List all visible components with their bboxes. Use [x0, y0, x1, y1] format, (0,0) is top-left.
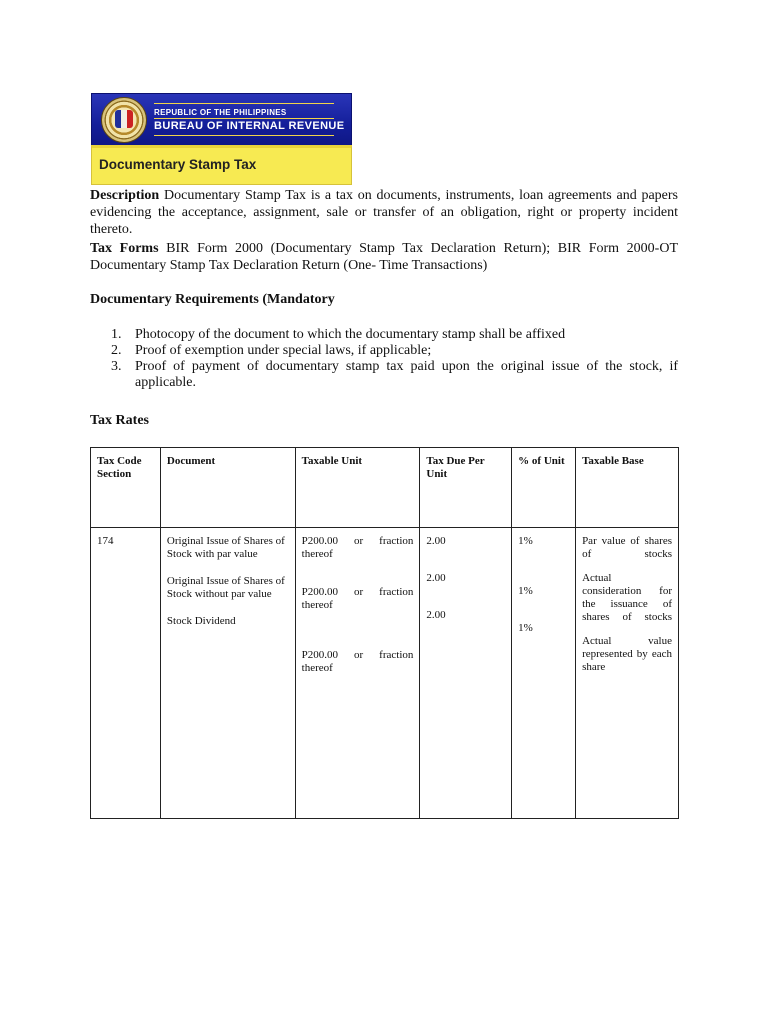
tax-due-entry: 2.00: [426, 609, 446, 621]
tax-rates-table: [90, 447, 679, 819]
list-item: 1. Photocopy of the document to which the documentary stamp shall be affixed: [111, 327, 566, 342]
document-entry: Original Issue of Shares of Stock without par value: [166, 575, 285, 600]
base-entry: Actual consideration for the issuance of shares of stocks: [582, 572, 672, 623]
tax-rates-heading: Tax Rates: [90, 413, 149, 428]
taxable-unit-cell: [295, 528, 420, 819]
tax-forms-paragraph: [90, 240, 678, 274]
requirements-list: [90, 327, 678, 391]
column-header: Document: [160, 448, 295, 528]
tax-forms-label: Tax Forms: [90, 241, 159, 256]
republic-text: REPUBLIC OF THE PHILIPPINES: [154, 108, 287, 117]
table-header-row: [91, 448, 679, 528]
list-item: 2. Proof of exemption under special laws, if applicable;: [111, 343, 432, 358]
bir-banner: [91, 93, 352, 185]
section-cell: 174: [91, 528, 161, 819]
unit-entry: P200.00 or fraction thereof: [301, 535, 414, 560]
column-header: Tax Due Per Unit: [420, 448, 512, 528]
banner-header: [91, 93, 352, 145]
document-entry: Stock Dividend: [166, 615, 236, 627]
column-header: Tax Code Section: [91, 448, 161, 528]
percent-entry: 1%: [518, 535, 533, 547]
banner-title: Documentary Stamp Tax: [99, 157, 257, 172]
tax-due-entry: 2.00: [426, 572, 446, 584]
banner-title-bar: [91, 145, 352, 185]
percent-cell: [512, 528, 576, 819]
percent-entry: 1%: [518, 585, 533, 597]
description-text: Documentary Stamp Tax is a tax on documents, instruments, loan agreements and papers evidencing the acceptance, assignment, sale or transfer of an obligation, right or property incident thereto.: [90, 188, 678, 237]
unit-entry: P200.00 or fraction thereof: [301, 586, 414, 611]
base-entry: Par value of shares of stocks: [582, 535, 672, 560]
taxable-base-cell: [576, 528, 679, 819]
percent-entry: 1%: [518, 622, 533, 634]
document-cell: [160, 528, 295, 819]
document-entry: Original Issue of Shares of Stock with par value: [166, 535, 285, 560]
bureau-text: BUREAU OF INTERNAL REVENUE: [154, 120, 345, 132]
description-paragraph: [90, 187, 678, 238]
description-label: Description: [90, 188, 160, 203]
tax-due-cell: [420, 528, 512, 819]
column-header: Taxable Unit: [295, 448, 420, 528]
column-header: Taxable Base: [576, 448, 679, 528]
list-item: 3. Proof of payment of documentary stamp tax paid upon the original issue of the stock, if applicable.: [111, 359, 678, 390]
tax-forms-text: BIR Form 2000 (Documentary Stamp Tax Declaration Return); BIR Form 2000-OT Documentary Stamp Tax Declaration Return (One- Time Transactions): [90, 241, 678, 273]
column-header: % of Unit: [512, 448, 576, 528]
bir-seal-icon: [101, 97, 147, 143]
base-entry: Actual value represented by each share: [582, 635, 672, 673]
tax-due-entry: 2.00: [426, 535, 446, 547]
unit-entry: P200.00 or fraction thereof: [301, 649, 414, 674]
table-row: [91, 528, 679, 819]
requirements-heading: Documentary Requirements (Mandatory: [90, 292, 335, 307]
